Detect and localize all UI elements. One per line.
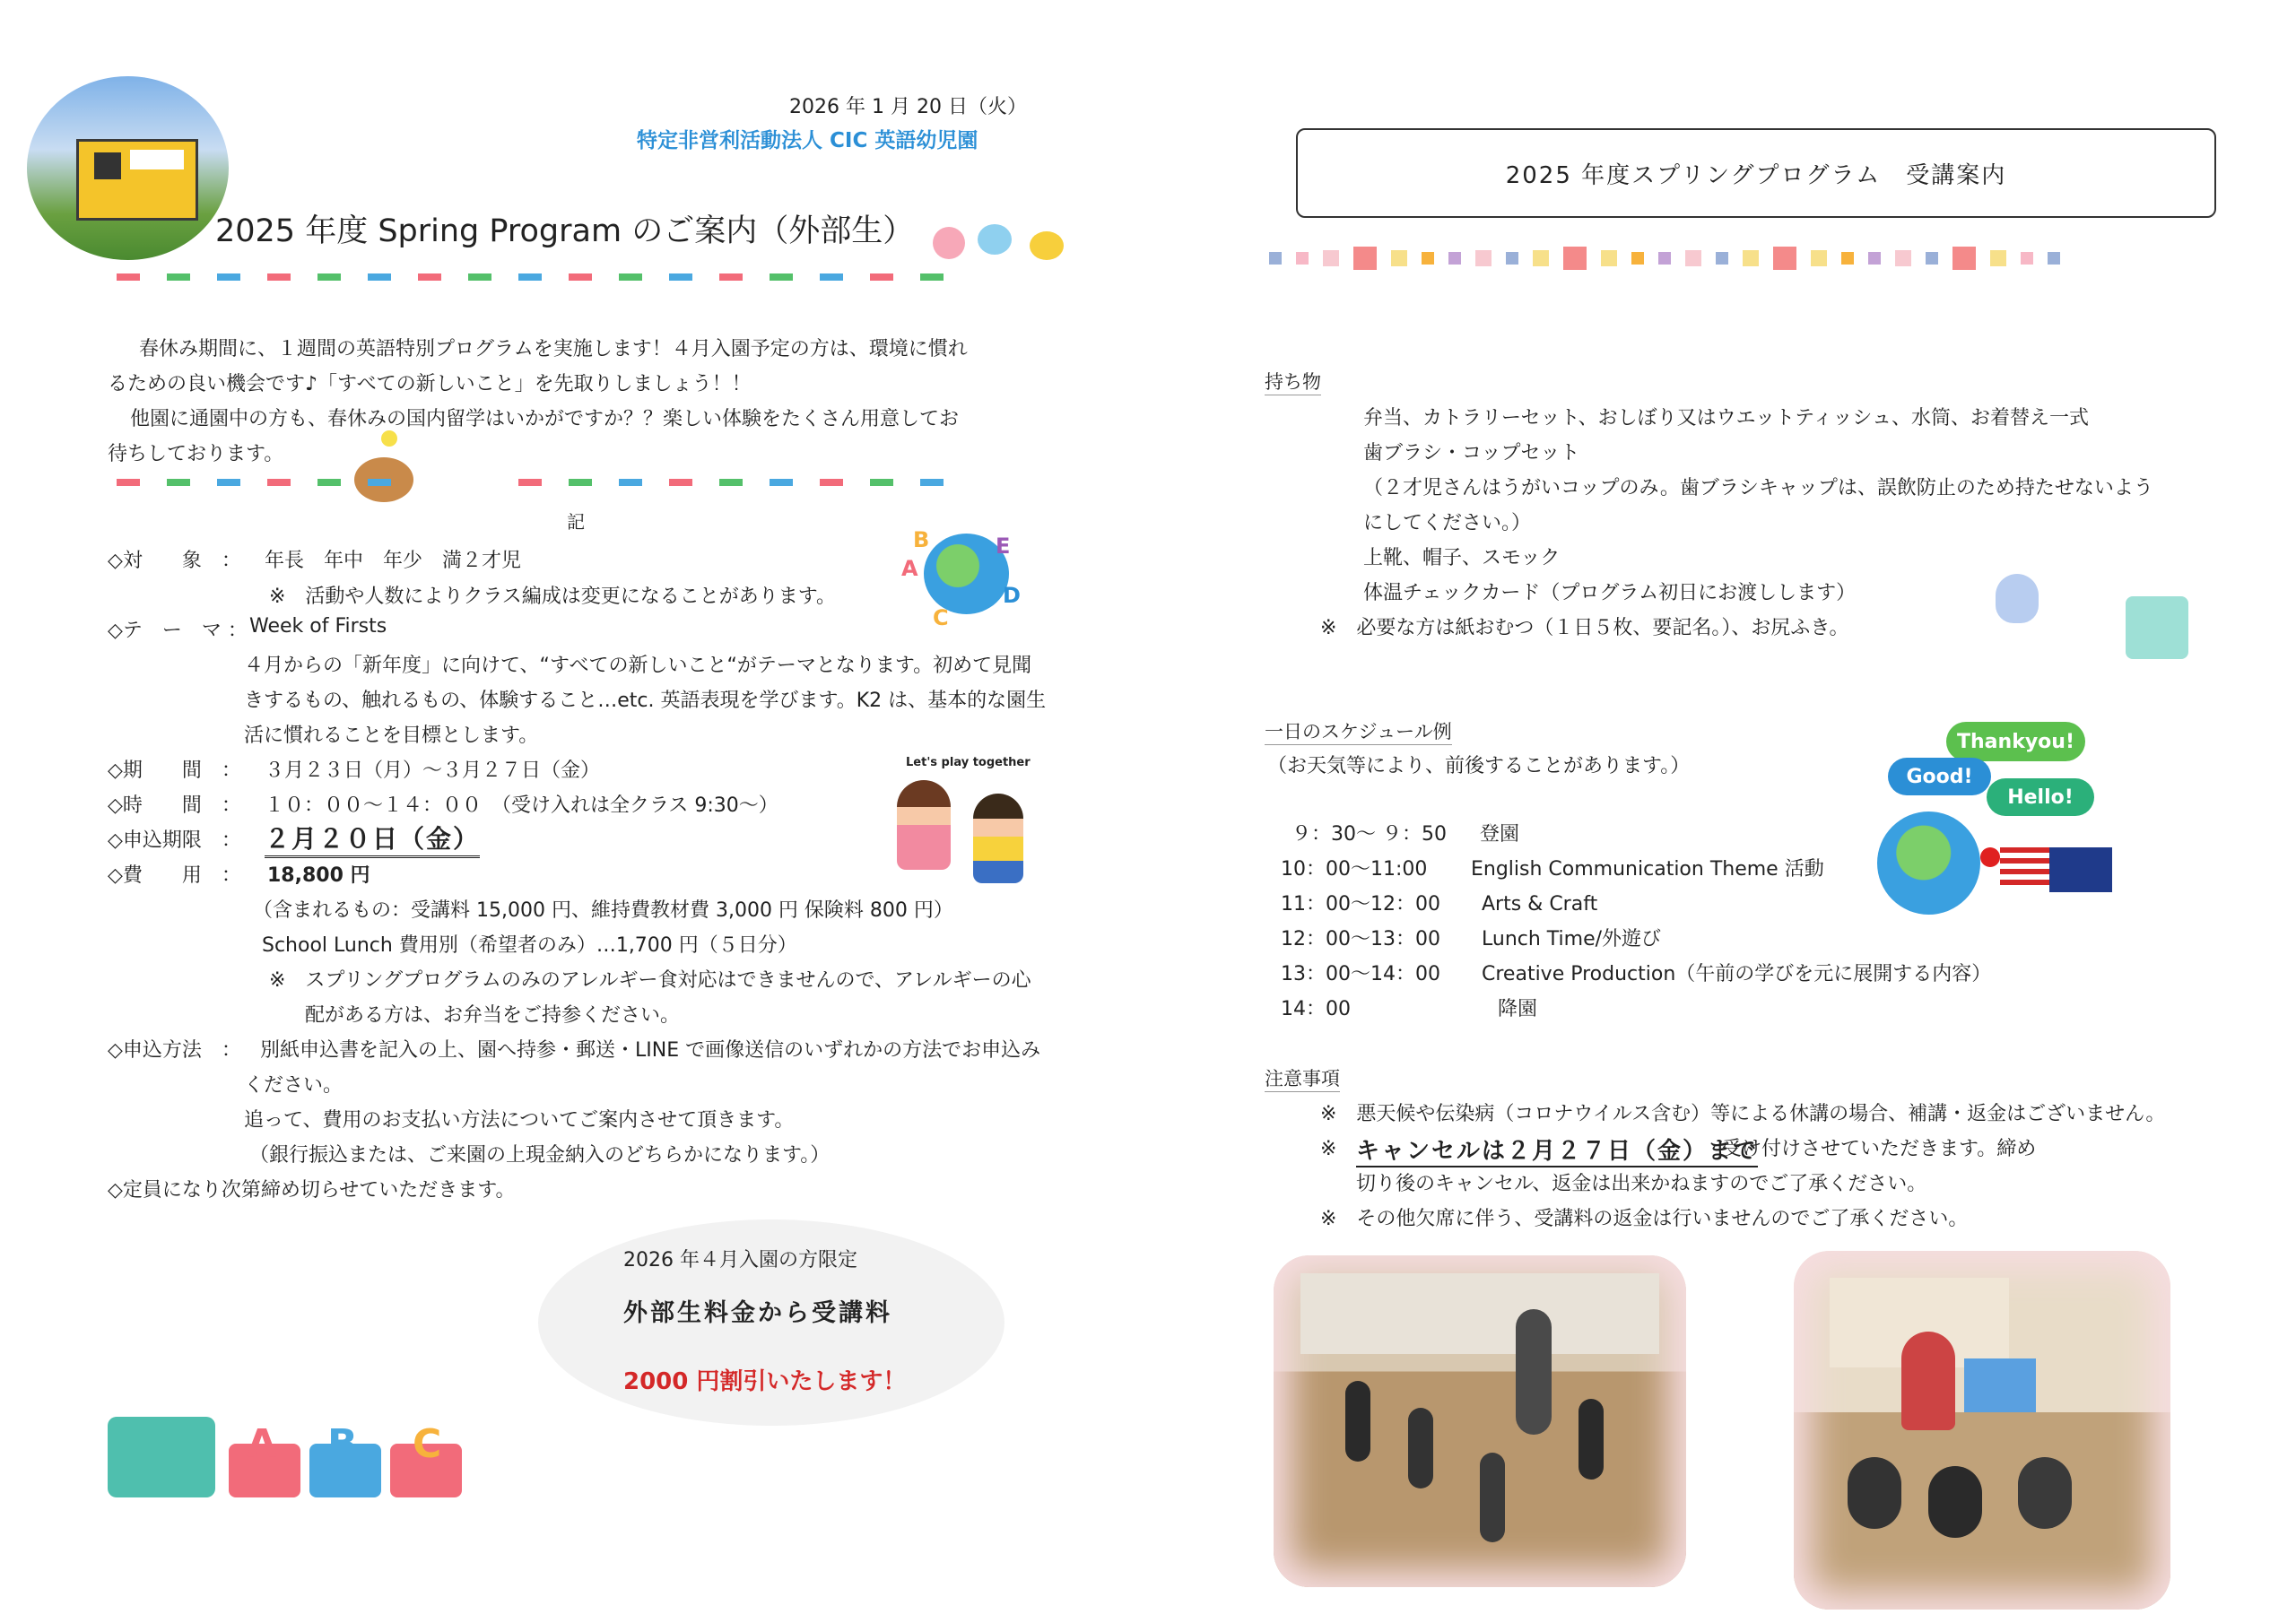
row-capacity-note: ◇定員になり次第締め切らせていただきます。 <box>108 1179 516 1202</box>
intro-line-2: るための良い機会です♪「すべての新しいこと」を先取りしましょう！！ <box>108 373 752 395</box>
belongings-item-2: 歯ブラシ・コップセット <box>1363 442 1580 464</box>
schedule-time-2: 10：00～11:00 <box>1281 858 1428 881</box>
uk-flag-icon <box>2049 847 2112 892</box>
row-theme-desc-2: きするもの、触れるもの、体験すること…etc. 英語表現を学びます。K2 は、基本的な園生 <box>244 690 1047 712</box>
abc-train-illustration <box>103 1394 498 1520</box>
schedule-activity-4: Lunch Time/外遊び <box>1482 928 1662 950</box>
belongings-note: ※ 必要な方は紙おむつ（１日５枚、要記名。）、お尻ふき。 <box>1320 617 1849 639</box>
classroom-photo-dancing <box>1274 1255 1686 1587</box>
drawstring-bag-icon <box>1996 574 2039 623</box>
bubble-hello: Hello! <box>1987 778 2094 816</box>
schedule-activity-2: English Communication Theme 活動 <box>1471 858 1824 881</box>
notice-heading: 注意事項 <box>1265 1064 1340 1092</box>
colored-squares-divider <box>1269 247 2074 270</box>
row-theme-label: ◇テ ー マ ： <box>108 620 248 642</box>
row-theme-desc-1: ４月からの「新年度」に向けて、“すべての新しいこと“がテーマとなります。初めて見聞 <box>244 655 1032 677</box>
row-apply-payment: 追って、費用のお支払い方法についてご案内させて頂きます。 <box>244 1109 795 1132</box>
notice-cancel-deadline: キャンセルは２月２７日（金）まで <box>1356 1133 1758 1167</box>
schedule-activity-6: 降園 <box>1498 998 1538 1020</box>
dashed-divider-top <box>117 273 970 281</box>
bubble-good: Good! <box>1888 758 1991 795</box>
schedule-time-1: ９：30～ ９：50 <box>1292 823 1447 846</box>
row-target-label: ◇対 象 ： <box>108 550 241 572</box>
row-fee-breakdown: （含まれるもの：受講料 15,000 円、維持費教材費 3,000 円 保険料 800 円） <box>253 899 953 922</box>
ki-heading: 記 <box>567 511 585 533</box>
issue-date: 2026 年 1 月 20 日（火） <box>789 96 1027 118</box>
train-letter-b: B <box>327 1421 358 1467</box>
japan-flag-icon <box>1980 847 2000 867</box>
notice-line-4: ※ その他欠席に伴う、受講料の返金は行いませんのでご了承ください。 <box>1320 1208 1969 1230</box>
program-title-box: 2025 年度スプリングプログラム 受講案内 <box>1296 128 2216 218</box>
blue-bird-icon <box>978 224 1012 255</box>
row-fee-label: ◇費 用 ： <box>108 864 241 887</box>
row-target-value: 年長 年中 年少 満２才児 <box>265 550 522 572</box>
row-time-label: ◇時 間 ： <box>108 794 241 817</box>
heart-icon <box>381 430 397 447</box>
usa-flag-icon <box>2000 847 2049 885</box>
schedule-time-5: 13：00～14：00 <box>1281 963 1440 985</box>
schedule-time-3: 11：00～12：00 <box>1281 893 1440 916</box>
row-time-value: １０：００～１４：００ （受け入れは全クラス 9:30～） <box>265 794 778 817</box>
belongings-item-6: 体温チェックカード（プログラム初日にお渡しします） <box>1363 582 1857 604</box>
row-period-value: ３月２３日（月）～３月２７日（金） <box>265 759 601 782</box>
row-apply-label: ◇申込方法 ： <box>108 1039 241 1062</box>
train-letter-a: A <box>247 1421 278 1467</box>
bubble-thankyou: Thankyou! <box>1946 722 2085 761</box>
classroom-photo-storytime <box>1794 1251 2170 1610</box>
row-theme-desc-3: 活に慣れることを目標とします。 <box>244 725 539 747</box>
notice-line-2-mark: ※ <box>1320 1138 1337 1160</box>
smock-icon <box>2126 596 2188 659</box>
organization-name: 特定非営利活動法人 CIC 英語幼児園 <box>637 129 978 152</box>
belongings-item-1: 弁当、カトラリーセット、おしぼり又はウエットティッシュ、水筒、お着替え一式 <box>1363 407 2089 430</box>
schedule-time-4: 12：00～13：00 <box>1281 928 1440 950</box>
notice-line-1: ※ 悪天候や伝染病（コロナウイルス含む）等による休講の場合、補講・返金はございません。 <box>1320 1103 2166 1125</box>
schedule-time-6: 14：00 <box>1281 998 1351 1020</box>
schedule-heading: 一日のスケジュール例 <box>1265 717 1452 745</box>
dashed-divider-middle <box>117 479 970 486</box>
girl-illustration-icon <box>897 780 951 870</box>
globe-letter-a: A <box>901 556 918 581</box>
row-apply-payment-note: （銀行振込または、ご来園の上現金納入のどちらかになります。） <box>249 1144 831 1167</box>
page-title: 2025 年度 Spring Program のご案内（外部生） <box>215 213 915 249</box>
belongings-item-5: 上靴、帽子、スモック <box>1363 547 1561 569</box>
schedule-activity-1: 登園 <box>1480 823 1520 846</box>
play-together-caption: Let's play together <box>906 756 1031 769</box>
row-apply-value: 別紙申込書を記入の上、園へ持参・郵送・LINE で画像送信のいずれかの方法でお申込み <box>260 1039 1041 1062</box>
boy-illustration-icon <box>973 794 1023 883</box>
flower-icon <box>933 227 965 259</box>
belongings-item-4: にしてください。） <box>1363 512 1532 534</box>
globe-letter-e: E <box>996 534 1011 559</box>
row-apply-cont: ください。 <box>244 1074 344 1097</box>
row-theme-value: Week of Firsts <box>249 615 387 638</box>
train-letter-c: C <box>413 1421 442 1467</box>
belongings-item-3: （２才児さんはうがいコップのみ。歯ブラシキャップは、誤飲防止のため持たせないよう <box>1363 477 2153 499</box>
right-page <box>1148 0 2296 1623</box>
row-period-label: ◇期 間 ： <box>108 759 241 782</box>
row-fee-allergy-1: ※ スプリングプログラムのみのアレルギー食対応はできませんので、アレルギーの心 <box>269 969 1031 992</box>
row-fee-allergy-2: 配がある方は、お弁当をご持参ください。 <box>305 1004 681 1027</box>
intro-line-4: 待ちしております。 <box>108 443 284 465</box>
schedule-activity-5: Creative Production（午前の学びを元に展開する内容） <box>1482 963 1992 985</box>
schedule-note: （お天気等により、前後することがあります。） <box>1267 755 1691 777</box>
schedule-activity-3: Arts & Craft <box>1482 893 1598 916</box>
promo-line-1: 2026 年４月入園の方限定 <box>623 1249 857 1271</box>
school-photo <box>27 76 229 260</box>
promo-line-2: 外部生料金から受講料 <box>623 1299 892 1327</box>
globe-icon <box>1877 812 1980 915</box>
promo-line-3: 2000 円割引いたします！ <box>623 1368 907 1395</box>
row-target-note: ※ 活動や人数によりクラス編成は変更になることがあります。 <box>269 586 837 608</box>
globe-letter-b: B <box>913 527 930 552</box>
notice-line-3: 切り後のキャンセル、返金は出来かねますのでご了承ください。 <box>1356 1173 1927 1195</box>
row-deadline-label: ◇申込期限 ： <box>108 829 241 852</box>
intro-line-1: 春休み期間に、１週間の英語特別プログラムを実施します！４月入園予定の方は、環境に慣れ <box>139 338 968 360</box>
globe-letter-c: C <box>933 605 949 630</box>
row-fee-value: 18,800 円 <box>267 864 370 887</box>
intro-line-3: 他園に通園中の方も、春休みの国内留学はいかがですか？？楽しい体験をたくさん用意してお <box>130 408 960 430</box>
row-fee-lunch: School Lunch 費用別（希望者のみ）…1,700 円（５日分） <box>262 934 797 957</box>
notice-line-2-rest: 受け付けさせていただきます。締め <box>1722 1138 2037 1160</box>
row-deadline-value: ２月２０日（金） <box>265 820 480 858</box>
yellow-bird-icon <box>1030 231 1064 260</box>
belongings-heading: 持ち物 <box>1265 368 1321 395</box>
globe-letter-d: D <box>1003 583 1021 608</box>
